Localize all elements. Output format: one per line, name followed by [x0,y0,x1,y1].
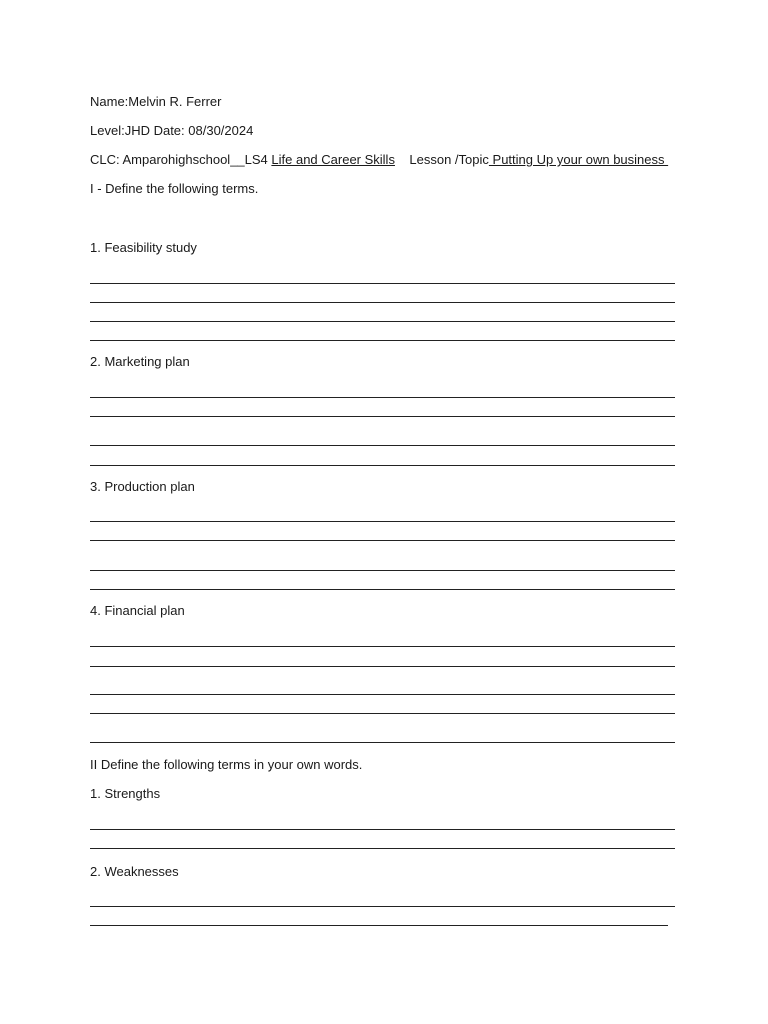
clc-line [90,152,668,168]
term-strengths: 1. Strengths [90,786,161,801]
answer-line[interactable] [90,570,675,571]
part1-instruction: I - Define the following terms. [90,181,259,196]
answer-line[interactable] [90,445,675,446]
term-production-plan: 3. Production plan [90,479,195,494]
answer-line[interactable] [90,540,675,541]
answer-line[interactable] [90,713,675,714]
answer-line[interactable] [90,646,675,647]
answer-line[interactable] [90,694,675,695]
name-line: Name:Melvin R. Ferrer [90,94,222,109]
answer-line[interactable] [90,321,675,322]
answer-line[interactable] [90,742,675,743]
topic-underlined: Putting Up your own business [488,152,669,167]
answer-line[interactable] [90,521,675,522]
answer-line[interactable] [90,589,675,590]
answer-line[interactable] [90,302,675,303]
term-feasibility-study: 1. Feasibility study [90,240,197,255]
answer-line[interactable] [90,465,675,466]
subject-underlined: Life and Career Skills [271,152,395,167]
answer-line[interactable] [90,848,675,849]
answer-line[interactable] [90,283,675,284]
answer-line[interactable] [90,906,675,907]
term-marketing-plan: 2. Marketing plan [90,354,190,369]
answer-line[interactable] [90,829,675,830]
answer-line[interactable] [90,416,675,417]
answer-line[interactable] [90,666,675,667]
answer-line[interactable] [90,925,668,926]
term-financial-plan: 4. Financial plan [90,603,185,618]
term-weaknesses: 2. Weaknesses [90,864,179,879]
part2-instruction: II Define the following terms in your own words. [90,757,363,772]
lesson-label: Lesson /Topic [394,152,489,167]
level-date-line: Level:JHD Date: 08/30/2024 [90,123,254,138]
answer-line[interactable] [90,397,675,398]
answer-line[interactable] [90,340,675,341]
clc-prefix: CLC: Amparohighschool__LS4 [90,152,272,167]
